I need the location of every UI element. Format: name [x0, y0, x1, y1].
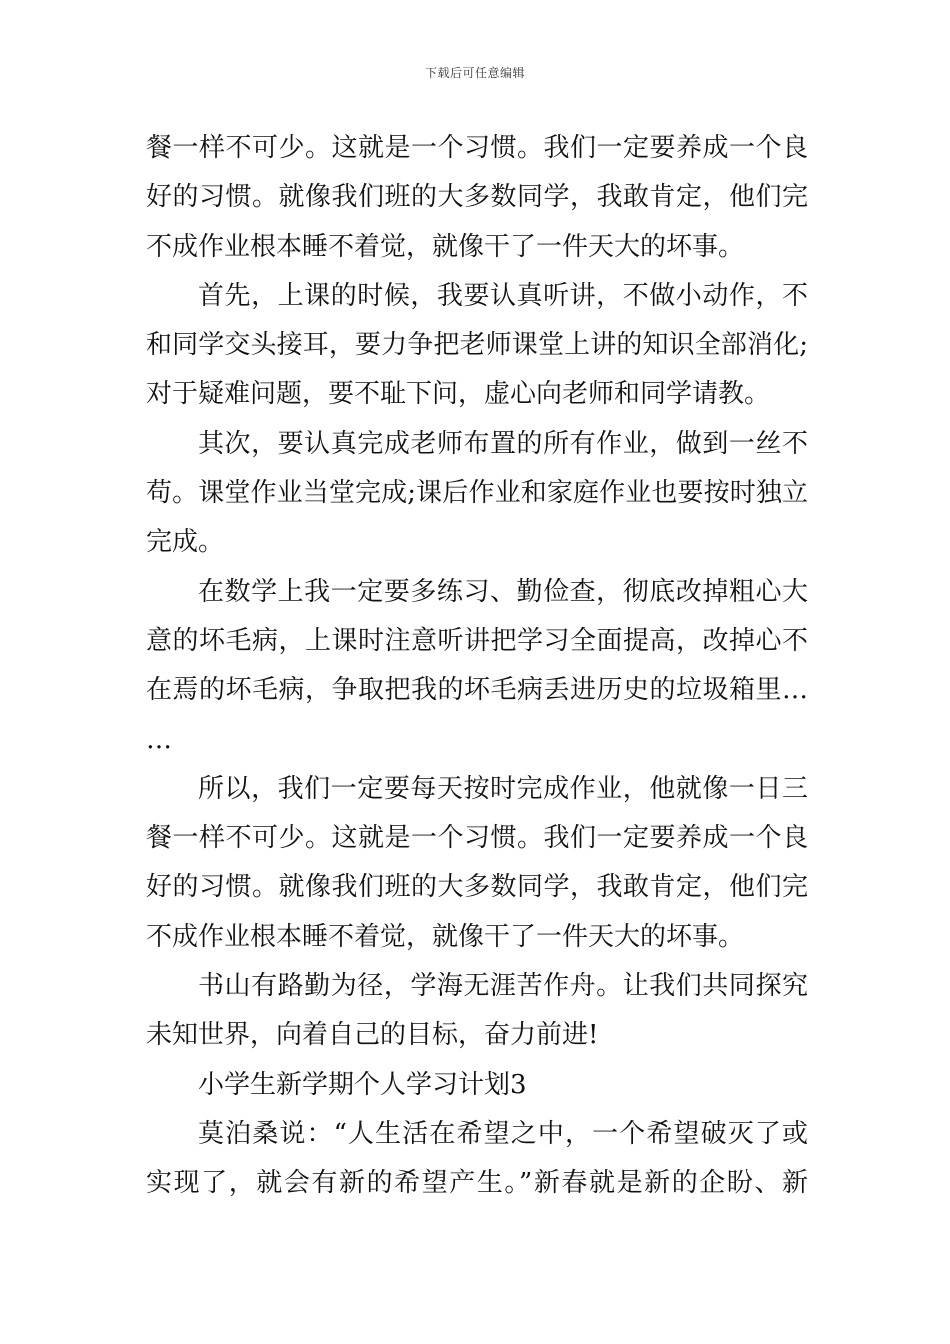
text-line: 未知世界，向着自己的目标，奋力前进! — [146, 1020, 599, 1051]
text-line: … — [146, 724, 172, 755]
text-line: 莫泊桑说：“人生活在希望之中，一个希望破灭了或 — [198, 1118, 808, 1149]
text-line: 完成。 — [146, 527, 225, 558]
text-line: 意的坏毛病，上课时注意听讲把学习全面提高，改掉心不 — [146, 625, 808, 656]
page-header: 下载后可任意编辑 — [424, 66, 525, 80]
text-line: 所以，我们一定要每天按时完成作业，他就像一日三 — [198, 773, 808, 804]
text-line: 餐一样不可少。这就是一个习惯。我们一定要养成一个良 — [146, 133, 808, 163]
text-line: 在数学上我一定要多练习、勤俭查，彻底改掉粗心大 — [198, 576, 808, 607]
text-line: 餐一样不可少。这就是一个习惯。我们一定要养成一个良 — [146, 823, 808, 854]
text-line: 书山有路勤为径，学海无涯苦作舟。让我们共同探究 — [198, 971, 808, 1002]
document-body — [146, 124, 808, 1209]
text-line: 对于疑难问题，要不耻下问，虚心向老师和同学请教。 — [146, 379, 771, 410]
text-line: 好的习惯。就像我们班的大多数同学，我敢肯定，他们完 — [146, 182, 808, 213]
text-line: 和同学交头接耳，要力争把老师课堂上讲的知识全部消化; — [146, 330, 808, 361]
text-line: 在焉的坏毛病，争取把我的坏毛病丢进历史的垃圾箱里… — [146, 675, 808, 706]
text-line: 首先，上课的时候，我要认真听讲，不做小动作，不 — [198, 280, 808, 311]
text-line: 其次，要认真完成老师布置的所有作业，做到一丝不 — [198, 428, 808, 459]
text-line: 不成作业根本睡不着觉，就像干了一件天大的坏事。 — [146, 231, 745, 262]
text-line: 苟。课堂作业当堂完成;课后作业和家庭作业也要按时独立 — [146, 478, 808, 509]
text-line: 实现了，就会有新的希望产生。”新春就是新的企盼、新 — [146, 1168, 808, 1199]
text-line: 好的习惯。就像我们班的大多数同学，我敢肯定，他们完 — [146, 872, 808, 903]
text-line: 小学生新学期个人学习计划3 — [198, 1069, 527, 1100]
text-line: 不成作业根本睡不着觉，就像干了一件天大的坏事。 — [146, 921, 745, 952]
